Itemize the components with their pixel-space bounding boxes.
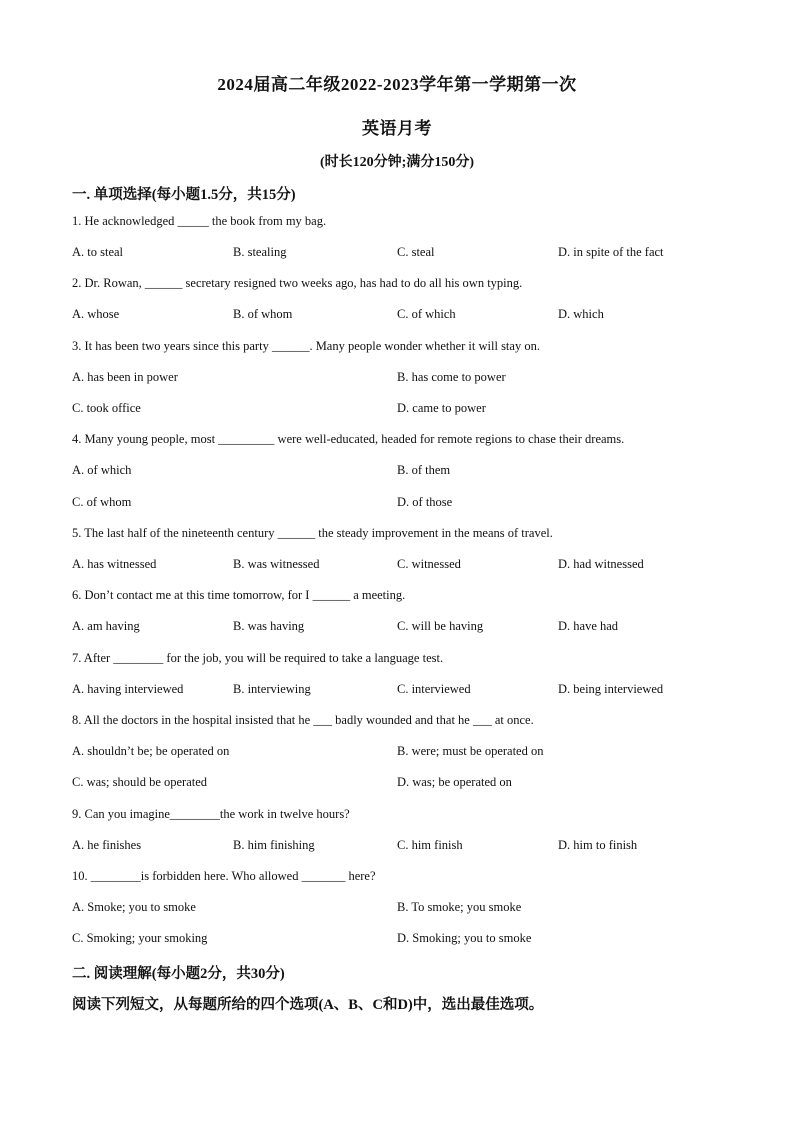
option-b: B. To smoke; you smoke [397,900,522,914]
option-d: D. was; be operated on [397,775,512,789]
question-stem: 1. He acknowledged _____ the book from my bag. [72,214,327,228]
option-d: D. Smoking; you to smoke [397,931,532,945]
option-b: B. interviewing [233,682,311,696]
question-stem: 9. Can you imagine________the work in twelve hours? [72,807,350,821]
option-b: B. of them [397,463,451,477]
option-b: B. was witnessed [233,557,320,571]
option-d: D. of those [397,495,453,509]
option-d: D. have had [558,619,619,633]
question-stem: 8. All the doctors in the hospital insisted that he ___ badly wounded and that he ___ at once. [72,713,534,727]
section1-heading: 一. 单项选择(每小题1.5分，共15分) [72,187,296,203]
option-b: B. was having [233,619,305,633]
option-d: D. came to power [397,401,486,415]
option-c: C. him finish [397,838,463,852]
option-c: C. was; should be operated [72,775,208,789]
section2-heading: 二. 阅读理解(每小题2分，共30分) [72,966,285,982]
option-c: C. of which [397,307,456,321]
exam-title-line1: 2024届高二年级2022-2023学年第一学期第一次 [217,75,577,94]
option-c: C. witnessed [397,557,461,571]
option-c: C. Smoking; your smoking [72,931,208,945]
option-d: D. in spite of the fact [558,245,664,259]
option-b: B. were; must be operated on [397,744,544,758]
option-a: A. of which [72,463,132,477]
option-d: D. which [558,307,604,321]
option-d: D. had witnessed [558,557,644,571]
option-c: C. interviewed [397,682,471,696]
option-c: C. steal [397,245,435,259]
option-a: A. Smoke; you to smoke [72,900,196,914]
option-a: A. having interviewed [72,682,184,696]
option-b: B. has come to power [397,370,506,384]
question-stem: 10. ________is forbidden here. Who allowed _______ here? [72,869,376,883]
option-c: C. will be having [397,619,484,633]
option-a: A. shouldn’t be; be operated on [72,744,230,758]
option-a: A. whose [72,307,120,321]
option-b: B. him finishing [233,838,315,852]
option-b: B. of whom [233,307,293,321]
question-stem: 4. Many young people, most _________ were well-educated, headed for remote regions to chase their dreams. [72,432,625,446]
question-stem: 6. Don’t contact me at this time tomorrow, for I ______ a meeting. [72,588,406,602]
option-c: C. of whom [72,495,132,509]
option-c: C. took office [72,401,141,415]
option-a: A. has been in power [72,370,178,384]
option-a: A. to steal [72,245,124,259]
section2-instruction: 阅读下列短文，从每题所给的四个选项(A、B、C和D)中，选出最佳选项。 [72,997,544,1013]
exam-title-line2: 英语月考 [362,119,432,138]
option-d: D. being interviewed [558,682,664,696]
option-a: A. he finishes [72,838,142,852]
question-stem: 7. After ________ for the job, you will be required to take a language test. [72,651,444,665]
question-stem: 5. The last half of the nineteenth century ______ the steady improvement in the means of travel. [72,526,553,540]
option-d: D. him to finish [558,838,638,852]
question-stem: 2. Dr. Rowan, ______ secretary resigned two weeks ago, has had to do all his own typing. [72,276,523,290]
option-a: A. has witnessed [72,557,157,571]
option-b: B. stealing [233,245,287,259]
exam-subtitle: (时长120分钟;满分150分) [320,155,474,170]
question-stem: 3. It has been two years since this party ______. Many people wonder whether it will stay on. [72,339,540,353]
option-a: A. am having [72,619,140,633]
